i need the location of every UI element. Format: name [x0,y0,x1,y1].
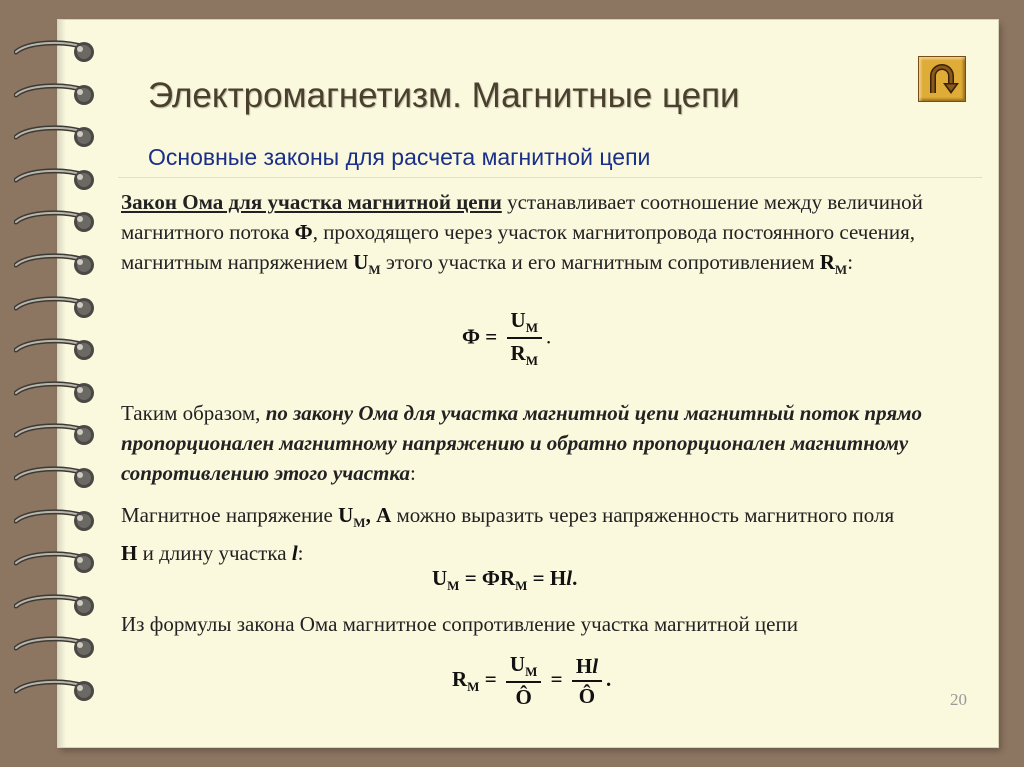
formula2-eq2: = Н [527,566,567,590]
spiral-ring [14,634,94,660]
formula3-tail: . [606,666,612,691]
reluctance-intro: Из формулы закона Ома магнитное сопротивление участка магнитной цепи [121,612,798,636]
spiral-ring [14,507,94,533]
spiral-ring [14,549,94,575]
formula-ohm-law [462,308,551,369]
spiral-ring [14,38,94,64]
para3-unit: , А [365,503,392,527]
formula1-numerator: U [510,308,526,332]
formula3-r-sub: М [467,678,480,694]
slide-subtitle: Основные законы для расчета магнитной цепи [148,144,651,170]
formula3-fraction2 [572,654,602,709]
spiral-ring [14,336,94,362]
flux-symbol: Ф [294,220,313,244]
spiral-ring [14,464,94,490]
page-number: 20 [950,690,967,709]
formula2-u-sub: М [447,578,460,593]
spiral-ring [14,592,94,618]
para1-text-a: устанавливает соотношение между величиной магнитного потока [121,190,923,244]
para2-emphasis: по закону Ома для участка магнитной цепи магнитный поток прямо пропорционален магнитному напряжению и обратно пропорционален магнитному сопротивлению этого участка [121,401,923,485]
para3-voltage-subscript: М [353,515,366,530]
formula2-eq1: = ФR [459,566,516,590]
formula1-tail: . [545,324,552,349]
formula3-den2: Ô [578,683,596,708]
formula1-denominator: R [510,341,526,365]
spiral-ring [14,166,94,192]
spiral-ring [14,208,94,234]
resistance-subscript: М [834,262,848,277]
formula3-den1: Ô [515,685,532,709]
spiral-ring [14,421,94,447]
para3-text-a: Магнитное напряжение [121,503,339,527]
formula3-num1: U [509,652,526,676]
voltage-symbol: U [353,250,369,274]
formula-reluctance [452,652,611,710]
spiral-ring [14,81,94,107]
formula2-r-sub: М [515,578,528,593]
formula2-tail: . [572,566,578,590]
field-strength-symbol: Н [121,541,138,565]
resistance-symbol: R [819,250,835,274]
formula1-fraction [507,308,542,369]
formula3-eq1: = [484,666,497,691]
para3-text-b: можно выразить через напряженность магнитного поля [391,503,895,527]
formula3-eq2: = [550,666,563,691]
spiral-ring [14,123,94,149]
formula1-numerator-sub: М [525,320,538,335]
length-symbol: l [291,541,298,565]
formula3-num2: Н [575,653,593,678]
voltage-subscript: М [368,262,381,277]
para1-text-c: этого участка и его магнитным сопротивлением [380,250,820,274]
para3-text-c: и длину участка [137,541,292,565]
formula3-r: R [452,666,468,691]
law-name: Закон Ома для участка магнитной цепи [121,190,502,214]
spiral-ring [14,677,94,703]
back-button[interactable] [918,56,966,102]
formula1-lhs: Ф = [462,324,498,349]
header-divider [118,177,982,178]
u-turn-arrow-icon [925,63,959,95]
para3-voltage-symbol: U [338,503,354,527]
formula3-num1-sub: М [525,664,538,679]
spiral-ring [14,251,94,277]
para2-lead: Таким образом, [121,401,266,425]
formula-magnetic-voltage [432,566,577,594]
formula2-u: U [432,566,448,590]
para3-text-d: : [297,541,304,565]
slide-title: Электромагнетизм. Магнитные цепи [148,76,740,115]
formula3-fraction1 [506,652,541,710]
magnetic-voltage-text [121,500,901,568]
ohm-law-statement [121,187,991,285]
para1-text-d: : [847,250,854,274]
formula3-num2-l: l [592,653,599,678]
para1-text-b: , проходящего через участок магнитопровода постоянного сечения, магнитным напряжением [121,220,916,274]
spiral-ring [14,294,94,320]
para2-tail: : [410,461,416,485]
formula2-l: l [566,566,573,590]
ohm-law-conclusion [121,398,981,488]
spiral-ring [14,379,94,405]
formula1-denominator-sub: М [525,353,538,368]
